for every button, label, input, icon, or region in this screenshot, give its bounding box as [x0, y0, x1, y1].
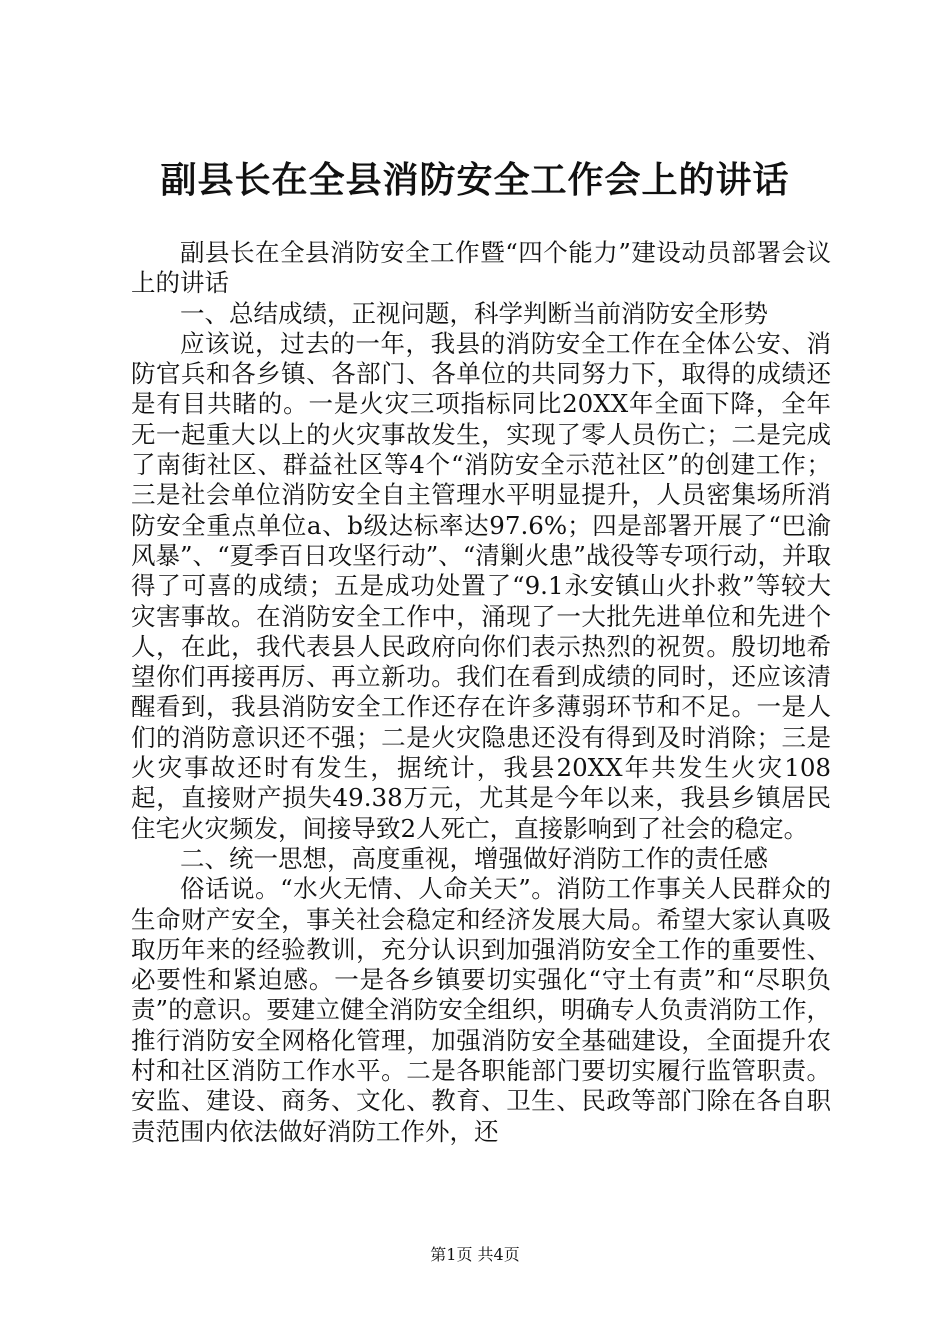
body-paragraph: 应该说，过去的一年，我县的消防安全工作在全体公安、消防官兵和各乡镇、各部门、各单位的共同努力下，取得的成绩还是有目共睹的。一是火灾三项指标同比20XX年全面下降，全年无一起重大以上的火灾事故发生，实现了零人员伤亡；二是完成了南街社区、群益社区等4个“消防安全示范社区”的创建工作；三是社会单位消防安全自主管理水平明显提升，人员密集场所消防安全重点单位a、b级达标率达97.6%；四是部署开展了“巴渝风暴”、“夏季百日攻坚行动”、“清剿火患”战役等专项行动，并取得了可喜的成绩；五是成功处置了“9.1永安镇山火扑救”等较大灾害事故。在消防安全工作中，涌现了一大批先进单位和先进个人，在此，我代表县人民政府向你们表示热烈的祝贺。殷切地希望你们再接再厉、再立新功。我们在看到成绩的同时，还应该清醒看到，我县消防安全工作还存在许多薄弱环节和不足。一是人们的消防意识还不强；二是火灾隐患还没有得到及时消除；三是火灾事故还时有发生，据统计，我县20XX年共发生火灾108起，直接财产损失49.38万元，尤其是今年以来，我县乡镇居民住宅火灾频发，间接导致2人死亡，直接影响到了社会的稳定。 [131, 328, 831, 843]
section-heading-1: 一、总结成绩，正视问题，科学判断当前消防安全形势 [180, 298, 768, 328]
subtitle-paragraph: 副县长在全县消防安全工作暨“四个能力”建设动员部署会议上的讲话 [131, 238, 831, 298]
page-number-footer: 第1页 共4页 [430, 1245, 520, 1264]
section-heading-2: 二、统一思想，高度重视，增强做好消防工作的责任感 [180, 843, 768, 873]
body-paragraph: 俗话说。“水火无情、人命关天”。消防工作事关人民群众的生命财产安全，事关社会稳定和经济发展大局。希望大家认真吸取历年来的经验教训，充分认识到加强消防安全工作的重要性、必要性和紧迫感。一是各乡镇要切实强化“守土有责”和“尽职负责”的意识。要建立健全消防安全组织，明确专人负责消防工作，推行消防安全网格化管理，加强消防安全基础建设，全面提升农村和社区消防工作水平。二是各职能部门要切实履行监管职责。安监、建设、商务、文化、教育、卫生、民政等部门除在各自职责范围内依法做好消防工作外，还 [131, 874, 831, 1146]
document-body [131, 238, 831, 1147]
document-title: 副县长在全县消防安全工作会上的讲话 [160, 159, 790, 201]
